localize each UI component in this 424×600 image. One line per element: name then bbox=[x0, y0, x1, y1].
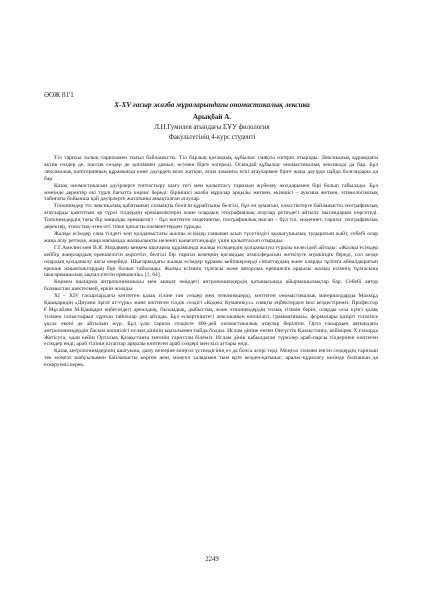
article-body bbox=[44, 155, 378, 369]
paragraph: Қазақ ономастикасын дәуірлерге топтастыру шағу тегі мен қалыптасу тарихын жүйелеу жолдарымен бірі болып табылады. Бұл жөнінде деректер екі түрлі бағытта көрінс береді: біріншісі жазба мұралар арқылы жеткен, екіншісі – ауызша жеткен, этимологиялық табиғаты бойынша қай дәуірлерге жататыны анықталған атаулар. bbox=[44, 182, 378, 203]
paragraph: Топонимдер тіл лексикалық қабатының салмақты бөлігін құрайтыны белгілі, бұл ел аумағын, елкістіктерге байланысты географиялық атауларды қамтитын әр түрлі тілдердің ерекшеліктерін және олардың географиялық атаулар ретіндегі айтылу нысандарын көрсетеді. Топонимдердің тағы бір маңызды ерекшелігі – бұл көптеген мәдениетке, географиялық нысан – бұл тіл, мәдениет, тарихи, географиялық деректер, этностық-этно-еті тіпке қатысты елементтерден тұрады. bbox=[44, 203, 378, 231]
paragraph: Қазақ антропонимдерінің шығуына, даму кезеңіне моңғол үстемдігінің ез да болса әсері тиді. Моңғол тілімен енген сөздердің тарихын тек моңғол шабуылымен байланысты көрген жөн, моңғол халқымен тым ерте кезден-қатынас, аралас-құраласу кезінде болғанын да ескеруіміз керек. bbox=[44, 348, 378, 369]
affiliation-line-2: Факультетінің 4-курс студенті bbox=[168, 134, 256, 141]
affiliation-line-1: Л.Н.Гумилев атындағы ЕҰУ филология bbox=[154, 124, 270, 131]
page-number: 2249 bbox=[205, 556, 219, 563]
paragraph: Көркем шығарма антропонимикасы мен ақиқат өмірдегі антропонимдердің қатынасында айырмашылықтар бар. Себебі автор болмыстан шектелмей, еркін жазады. bbox=[44, 279, 378, 293]
author-name: Арықбай А. bbox=[192, 113, 232, 121]
paragraph: XI – XIV ғасырлардағы көптеген қазақ тіліне тән сөздер мен этнонимдерді, көптеген ономастикалық материалдарды Махмұд Қашқаридің «Диуани лұғат ат-түрк» және көптеген тілдік сөздігі «Кодекс Куманикус» сияқты еңбектерден мол кездестіреміз. Профессор Ғ.Мұсабаев М.Қашқари еңбегіндегі ареалдық, басымдық, дыбыстық және этнонимдердің толық тізімін беріп, оларды осы күнгі қазақ тілімен салыстырып тұрғын тайпалар деп айтады. Бұл ескерткіштегі лексиканың көпшілігі, грамматикасы, формалары қазіргі тілімізге ұқсас екені де айтылып жүр. Бұл ұлы тарихи сөздікте 400-дей ономастикалық атаулар берілген. Орта ғасырдың аяғындағы антропонимдердің басым көпшілігі ислам дінінің ықпалымен пайда болды. Ислам дініне енген Оңтүстік Қазақстанға, кейінірек Х ғасырда Жетісуға, одан кейін Орталық Қазақстанға енгенін тарихтан білеміз. Ислам дінін қабылдаған түркілер араб-парсы тілдерінен көптеген есімдер енді; араб тілінің кітаптар арқылы көптеген араб сөздері мен кісі аттары енді. bbox=[44, 293, 378, 348]
paragraph: Г.Г.Амелин мен В.Я. Мордвиер кеңкем шығарма құрамында жалқы есімдердің қолданылуы туралы келесідей айтады: «Жалқы есімдер кейбір жанрлардың ерекшелігін көрсетіп, белгілі бір тарихи кезеңнің қоғамдық атмосферасын жеткізуге мүмкіндік береді, сол кезде олардың қолданылу аясы кеңейеді. Шығармадағы жалқы есімдер құрамы кейіпкерлерді сипаттаудың және оларды тұлғаға айналдыратын ерекше жиынтықтардың бірі болып табылады. Жалқы есімнің тұлғасы және авторлық ерекшелік арқылы жалқы есімнің тұлғасына шығармашылық ықпал ететін ерекшелік» [1, 64]. bbox=[44, 244, 378, 279]
article-title: X-XV ғасыр жазба мұраларындағы ономастикалық лексика bbox=[114, 100, 310, 109]
paragraph: Жалқы есімдер сана тілдегі көп қолданыстағы жалпы есімдер санынан асып түсетіндігі қызығушылық тудыратын жайт, себебі олар жаңа атау ретінде, жаңа мағынада жалқылықты иеленіп қанағаттандыру үшін қалыптасып отырады. bbox=[44, 230, 378, 244]
paragraph: Тіл тарихы халық тарихымен тығыз байланысты. Тіл барлық қоғамдық құбылыс сияқты өзгеріп отырады. Лексикалық құрамдағы актив сөздер де, пассив сөздер де қоғаммен дамып, өсумен бірге өзгереді. Осындай құбылыс ономастикалық лексикада да бар. Бұл лексикалық категорияның құрамында көне дәуірден келе жатқан, атам заманғы ескі атаулармен бірге жаңа дәуірде пайда болғандары да бар. bbox=[44, 155, 378, 182]
udk-code: ӘОЖ 81'1 bbox=[44, 91, 74, 99]
